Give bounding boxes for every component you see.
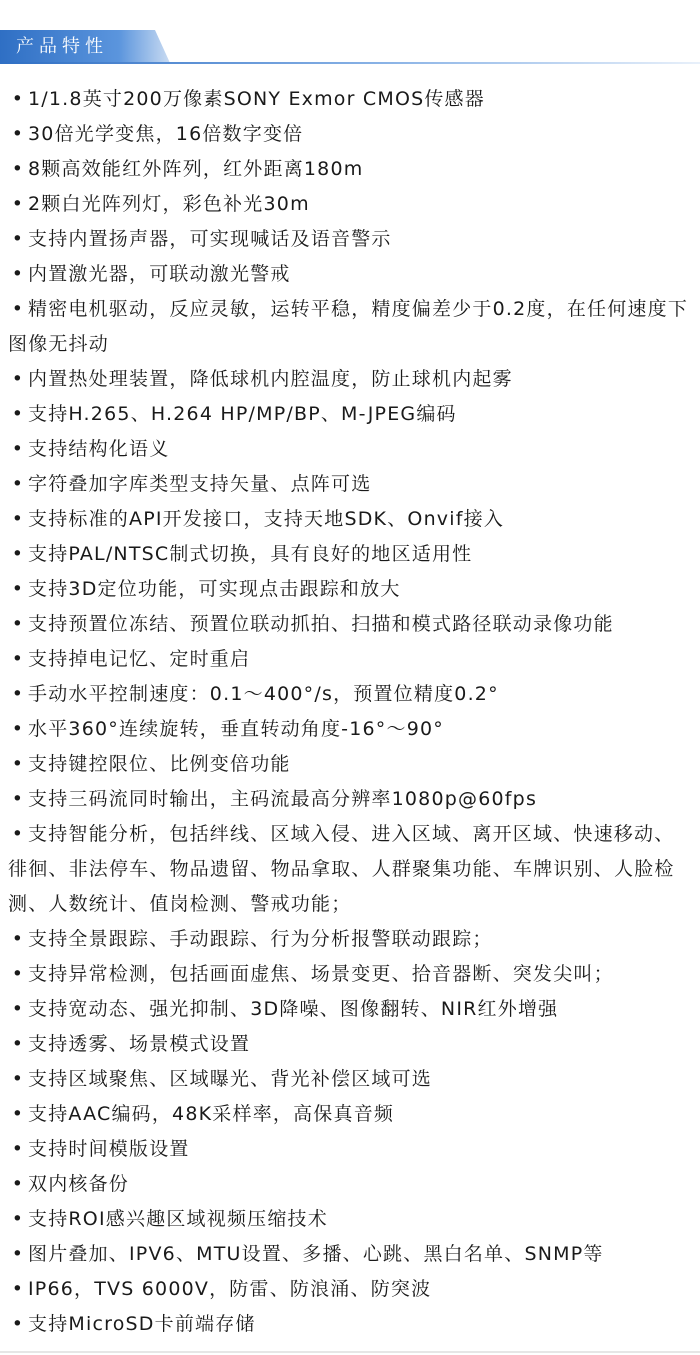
feature-item bbox=[0, 1237, 692, 1272]
bullet-icon: • bbox=[11, 578, 25, 600]
feature-text: 支持智能分析，包括绊线、区域入侵、进入区域、离开区域、快速移动、徘徊、非法停车、物品遗留、物品拿取、人群聚集功能、车牌识别、人脸检测、人数统计、值岗检测、警戒功能； bbox=[8, 823, 675, 915]
feature-item bbox=[0, 362, 692, 397]
feature-text: 1/1.8英寸200万像素SONY Exmor CMOS传感器 bbox=[28, 88, 485, 110]
bullet-icon: • bbox=[11, 1243, 25, 1265]
bullet-icon: • bbox=[11, 613, 25, 635]
bullet-icon: • bbox=[11, 438, 25, 460]
feature-item bbox=[0, 922, 692, 957]
feature-item bbox=[0, 677, 692, 712]
feature-item bbox=[0, 257, 692, 292]
feature-item bbox=[0, 1027, 692, 1062]
bullet-icon: • bbox=[11, 158, 25, 180]
bullet-icon: • bbox=[11, 683, 25, 705]
bullet-icon: • bbox=[11, 753, 25, 775]
feature-text: 支持PAL/NTSC制式切换，具有良好的地区适用性 bbox=[28, 543, 473, 565]
feature-text: 支持宽动态、强光抑制、3D降噪、图像翻转、NIR红外增强 bbox=[28, 998, 559, 1020]
feature-text: 支持全景跟踪、手动跟踪、行为分析报警联动跟踪； bbox=[28, 928, 493, 950]
feature-text: 8颗高效能红外阵列，红外距离180m bbox=[28, 158, 364, 180]
bullet-icon: • bbox=[11, 718, 25, 740]
bullet-icon: • bbox=[11, 1173, 25, 1195]
bullet-icon: • bbox=[11, 508, 25, 530]
feature-item bbox=[0, 607, 692, 642]
feature-text: 支持透雾、场景模式设置 bbox=[28, 1033, 251, 1055]
feature-item bbox=[0, 1202, 692, 1237]
feature-item bbox=[0, 117, 692, 152]
feature-text: 精密电机驱动，反应灵敏，运转平稳，精度偏差少于0.2度，在任何速度下图像无抖动 bbox=[8, 298, 689, 355]
bullet-icon: • bbox=[11, 788, 25, 810]
feature-item bbox=[0, 712, 692, 747]
bullet-icon: • bbox=[11, 998, 25, 1020]
feature-item bbox=[0, 187, 692, 222]
feature-list bbox=[0, 82, 692, 1342]
feature-text: 支持标准的API开发接口，支持天地SDK、Onvif接入 bbox=[28, 508, 505, 530]
bullet-icon: • bbox=[11, 1313, 25, 1335]
feature-item bbox=[0, 292, 692, 362]
feature-text: 双内核备份 bbox=[28, 1173, 130, 1195]
feature-text: 支持MicroSD卡前端存储 bbox=[28, 1313, 256, 1335]
section-divider bbox=[0, 62, 700, 64]
feature-text: 水平360°连续旋转，垂直转动角度-16°～90° bbox=[28, 718, 444, 740]
bullet-icon: • bbox=[11, 543, 25, 565]
feature-item bbox=[0, 222, 692, 257]
feature-text: 支持3D定位功能，可实现点击跟踪和放大 bbox=[28, 578, 401, 600]
bullet-icon: • bbox=[11, 1138, 25, 1160]
feature-text: 支持键控限位、比例变倍功能 bbox=[28, 753, 291, 775]
feature-item bbox=[0, 642, 692, 677]
feature-item bbox=[0, 1307, 692, 1342]
feature-item bbox=[0, 1097, 692, 1132]
feature-item bbox=[0, 782, 692, 817]
feature-text: 支持H.265、H.264 HP/MP/BP、M-JPEG编码 bbox=[28, 403, 457, 425]
feature-item bbox=[0, 817, 692, 922]
bullet-icon: • bbox=[11, 228, 25, 250]
bullet-icon: • bbox=[11, 88, 25, 110]
feature-text: 手动水平控制速度：0.1～400°/s，预置位精度0.2° bbox=[28, 683, 499, 705]
bullet-icon: • bbox=[11, 298, 25, 320]
feature-text: 内置激光器，可联动激光警戒 bbox=[28, 263, 291, 285]
feature-text: 内置热处理装置，降低球机内腔温度，防止球机内起雾 bbox=[28, 368, 513, 390]
bullet-icon: • bbox=[11, 928, 25, 950]
feature-item bbox=[0, 467, 692, 502]
feature-item bbox=[0, 747, 692, 782]
bullet-icon: • bbox=[11, 1278, 25, 1300]
feature-text: IP66，TVS 6000V，防雷、防浪涌、防突波 bbox=[28, 1278, 432, 1300]
bullet-icon: • bbox=[11, 1103, 25, 1125]
feature-item bbox=[0, 432, 692, 467]
feature-item bbox=[0, 152, 692, 187]
feature-text: 支持区域聚焦、区域曝光、背光补偿区域可选 bbox=[28, 1068, 433, 1090]
feature-item bbox=[0, 1132, 692, 1167]
feature-item bbox=[0, 992, 692, 1027]
bullet-icon: • bbox=[11, 123, 25, 145]
feature-item bbox=[0, 1272, 692, 1307]
feature-text: 支持掉电记忆、定时重启 bbox=[28, 648, 251, 670]
bullet-icon: • bbox=[11, 1208, 25, 1230]
bullet-icon: • bbox=[11, 823, 25, 845]
feature-item bbox=[0, 572, 692, 607]
bullet-icon: • bbox=[11, 648, 25, 670]
feature-text: 支持ROI感兴趣区域视频压缩技术 bbox=[28, 1208, 328, 1230]
feature-text: 支持结构化语义 bbox=[28, 438, 170, 460]
feature-text: 字符叠加字库类型支持矢量、点阵可选 bbox=[28, 473, 372, 495]
feature-text: 支持时间模版设置 bbox=[28, 1138, 190, 1160]
feature-text: 30倍光学变焦，16倍数字变倍 bbox=[28, 123, 304, 145]
feature-item bbox=[0, 82, 692, 117]
feature-text: 2颗白光阵列灯，彩色补光30m bbox=[28, 193, 310, 215]
feature-text: 支持异常检测，包括画面虚焦、场景变更、拾音器断、突发尖叫； bbox=[28, 963, 614, 985]
bullet-icon: • bbox=[11, 473, 25, 495]
feature-item bbox=[0, 1062, 692, 1097]
feature-text: 支持三码流同时输出，主码流最高分辨率1080p@60fps bbox=[28, 788, 538, 810]
bullet-icon: • bbox=[11, 263, 25, 285]
bullet-icon: • bbox=[11, 403, 25, 425]
feature-item bbox=[0, 537, 692, 572]
feature-text: 支持预置位冻结、预置位联动抓拍、扫描和模式路径联动录像功能 bbox=[28, 613, 614, 635]
feature-text: 支持AAC编码，48K采样率，高保真音频 bbox=[28, 1103, 395, 1125]
bullet-icon: • bbox=[11, 368, 25, 390]
feature-item bbox=[0, 1167, 692, 1202]
bullet-icon: • bbox=[11, 1068, 25, 1090]
feature-item bbox=[0, 397, 692, 432]
feature-text: 支持内置扬声器，可实现喊话及语音警示 bbox=[28, 228, 392, 250]
feature-item bbox=[0, 957, 692, 992]
bullet-icon: • bbox=[11, 193, 25, 215]
section-title: 产品特性 bbox=[16, 36, 108, 57]
bullet-icon: • bbox=[11, 963, 25, 985]
feature-text: 图片叠加、IPV6、MTU设置、多播、心跳、黑白名单、SNMP等 bbox=[28, 1243, 604, 1265]
bottom-divider bbox=[0, 1351, 700, 1353]
bullet-icon: • bbox=[11, 1033, 25, 1055]
feature-item bbox=[0, 502, 692, 537]
